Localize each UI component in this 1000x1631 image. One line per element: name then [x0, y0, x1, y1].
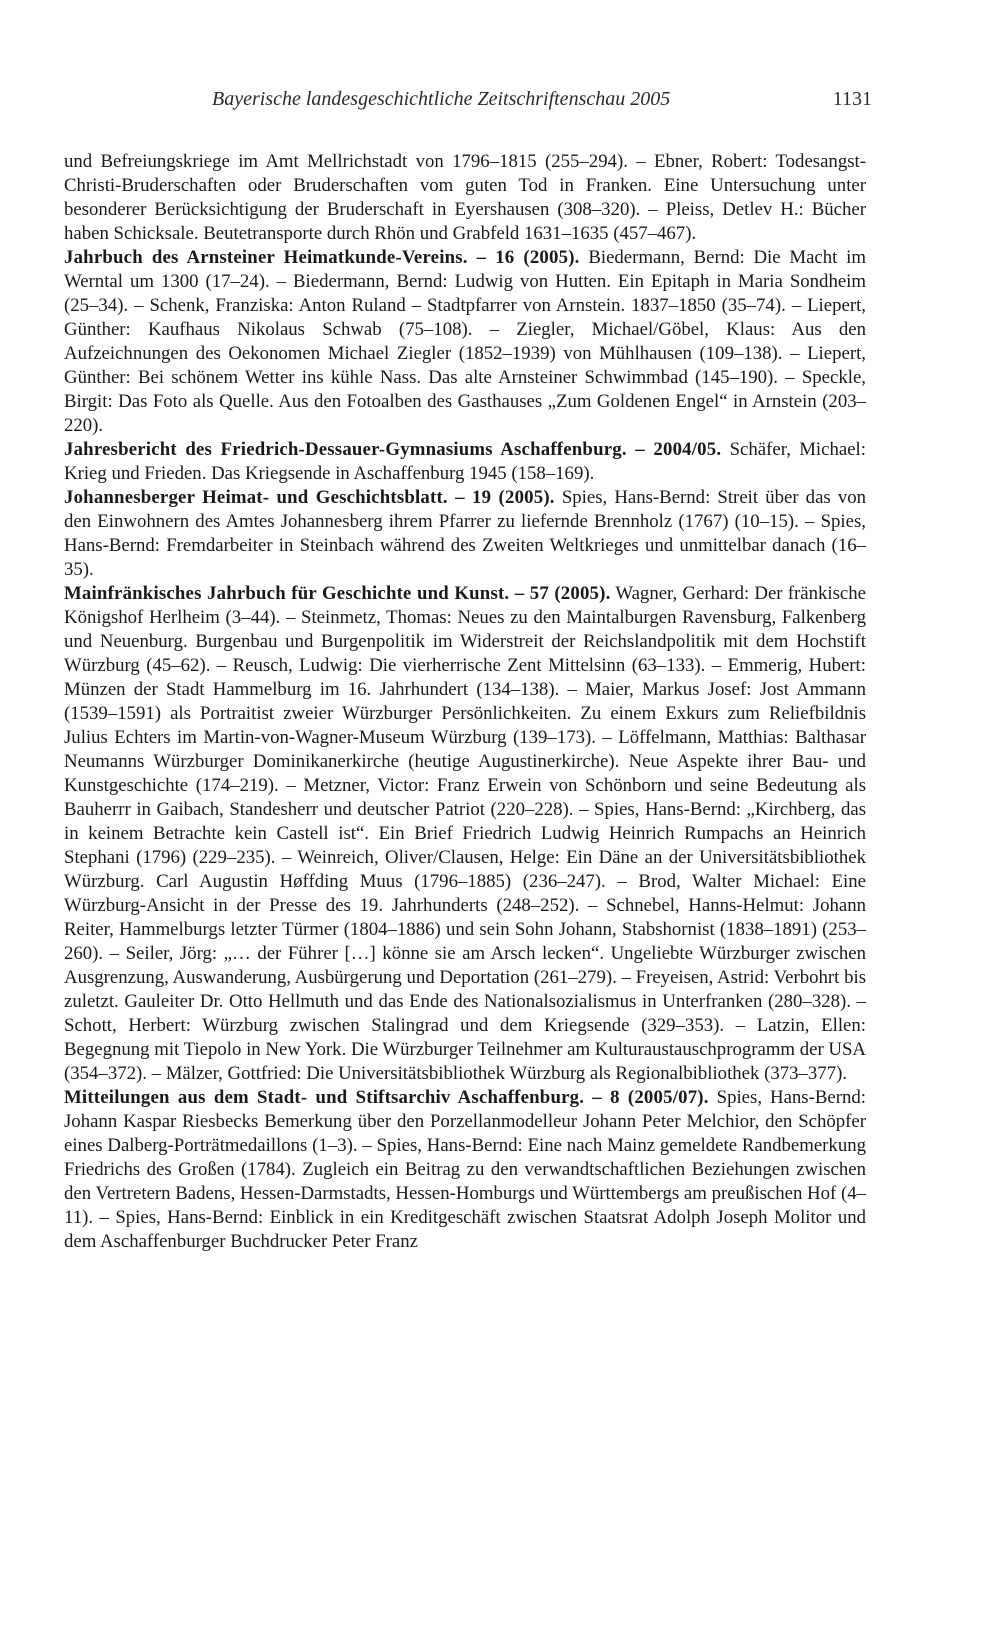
entry-paragraph: [64, 150, 866, 246]
journal-title: Mitteilungen aus dem Stadt- und Stiftsarchiv Aschaffenburg. – 8 (2005/07).: [64, 1087, 709, 1108]
body-text: [64, 150, 866, 1254]
entry-paragraph: [64, 246, 866, 438]
entry-text: und Befreiungskriege im Amt Mellrichstadt von 1796–1815 (255–294). – Ebner, Robert: Todesangst-Christi-Bruderschaften oder Bruderschaften vom guten Tod in Franken. Eine Untersuchung unter besonderer Berücksichtigung der Bruderschaft in Eyershausen (308–320). – Pleiss, Detlev H.: Bücher haben Schicksale. Beutetransporte durch Rhön und Grabfeld 1631–1635 (457–467).: [64, 151, 866, 244]
running-header: [0, 84, 1000, 120]
entry-paragraph: [64, 1086, 866, 1254]
entry-paragraph: [64, 438, 866, 486]
journal-title: Johannesberger Heimat- und Geschichtsblatt. – 19 (2005).: [64, 487, 555, 508]
entry-paragraph: [64, 486, 866, 582]
entry-text: Biedermann, Bernd: Die Macht im Werntal um 1300 (17–24). – Biedermann, Bernd: Ludwig von Hutten. Ein Epitaph in Maria Sondheim (25–34). – Schenk, Franziska: Anton Ruland – Stadtpfarrer von Arnstein. 1837–1850 (35–74). – Liepert, Günther: Kaufhaus Nikolaus Schwab (75–108). – Ziegler, Michael/Göbel, Klaus: Aus den Aufzeichnungen des Oekonomen Michael Ziegler (1852–1939) von Mühlhausen (109–138). – Liepert, Günther: Bei schönem Wetter ins kühle Nass. Das alte Arnsteiner Schwimmbad (145–190). – Speckle, Birgit: Das Foto als Quelle. Aus den Fotoalben des Gasthauses „Zum Goldenen Engel“ in Arnstein (203–220).: [64, 247, 866, 436]
entry-text: Wagner, Gerhard: Der fränkische Königshof Herlheim (3–44). – Steinmetz, Thomas: Neues zu den Maintalburgen Ravensburg, Falkenberg und Neuenburg. Burgenbau und Burgenpolitik im Widerstreit der Reichslandpolitik mit dem Hochstift Würzburg (45–62). – Reusch, Ludwig: Die vierherrische Zent Mittelsinn (63–133). – Emmerig, Hubert: Münzen der Stadt Hammelburg im 16. Jahrhundert (134–138). – Maier, Markus Josef: Jost Ammann (1539–1591) als Portraitist zweier Würzburger Persönlichkeiten. Zu einem Exkurs zum Reliefbildnis Julius Echters im Martin-von-Wagner-Museum Würzburg (139–173). – Löffelmann, Matthias: Balthasar Neumanns Würzburger Dominikanerkirche (heutige Augustinerkirche). Neue Aspekte ihrer Bau- und Kunstgeschichte (174–219). – Metzner, Victor: Franz Erwein von Schönborn und seine Bedeutung als Bauherrr in Gaibach, Standesherr und deutscher Patriot (220–228). – Spies, Hans-Bernd: „Kirchberg, das in keinem Betrachte kein Castell ist“. Ein Brief Friedrich Ludwig Heinrich Rumpachs an Heinrich Stephani (1796) (229–235). – Weinreich, Oliver/Clausen, Helge: Ein Däne an der Universitätsbibliothek Würzburg. Carl Augustin Høffding Muus (1796–1885) (236–247). – Brod, Walter Michael: Eine Würzburg-Ansicht in der Presse des 19. Jahrhunderts (248–252). – Schnebel, Hanns-Helmut: Johann Reiter, Hammelburgs letzter Türmer (1804–1886) und sein Sohn Johann, Stabshornist (1838–1891) (253–260). – Seiler, Jörg: „… der Führer […] könne sie am Arsch lecken“. Ungeliebte Würzburger zwischen Ausgrenzung, Auswanderung, Ausbürgerung und Deportation (261–279). – Freyeisen, Astrid: Verbohrt bis zuletzt. Gauleiter Dr. Otto Hellmuth und das Ende des Nationalsozialismus in Unterfranken (280–328). – Schott, Herbert: Würzburg zwischen Stalingrad und dem Kriegsende (329–353). – Latzin, Ellen: Begegnung mit Tiepolo in New York. Die Würzburger Teilnehmer am Kulturaustauschprogramm der USA (354–372). – Mälzer, Gottfried: Die Universitätsbibliothek Würzburg als Regionalbibliothek (373–377).: [64, 583, 866, 1084]
entry-text: Spies, Hans-Bernd: Johann Kaspar Riesbecks Bemerkung über den Porzellanmodelleur Johann Peter Melchior, den Schöpfer eines Dalberg-Porträtmedaillons (1–3). – Spies, Hans-Bernd: Eine nach Mainz gemeldete Randbemerkung Friedrichs des Großen (1784). Zugleich ein Beitrag zu den verwandtschaftlichen Beziehungen zwischen den Vertretern Badens, Hessen-Darmstadts, Hessen-Homburgs und Württembergs am preußischen Hof (4–11). – Spies, Hans-Bernd: Einblick in ein Kreditgeschäft zwischen Staatsrat Adolph Joseph Molitor und dem Aschaffenburger Buchdrucker Peter Franz: [64, 1087, 866, 1252]
journal-title: Mainfränkisches Jahrbuch für Geschichte und Kunst. – 57 (2005).: [64, 583, 611, 604]
running-title: Bayerische landesgeschichtliche Zeitschriftenschau 2005: [212, 88, 671, 110]
journal-title: Jahresbericht des Friedrich-Dessauer-Gymnasiums Aschaffenburg. – 2004/05.: [64, 439, 722, 460]
entry-text: Schäfer, Michael: Krieg und Frieden. Das Kriegsende in Aschaffenburg 1945 (158–169).: [64, 439, 866, 484]
entry-text: Spies, Hans-Bernd: Streit über das von den Einwohnern des Amtes Johannesberg ihrem Pfarrer zu liefernde Brennholz (1767) (10–15). – Spies, Hans-Bernd: Fremdarbeiter in Steinbach während des Zweiten Weltkrieges und unmittelbar danach (16–35).: [64, 487, 866, 580]
journal-title: Jahrbuch des Arnsteiner Heimatkunde-Vereins. – 16 (2005).: [64, 247, 580, 268]
page-number: 1131: [832, 88, 872, 110]
entry-paragraph: [64, 582, 866, 1086]
